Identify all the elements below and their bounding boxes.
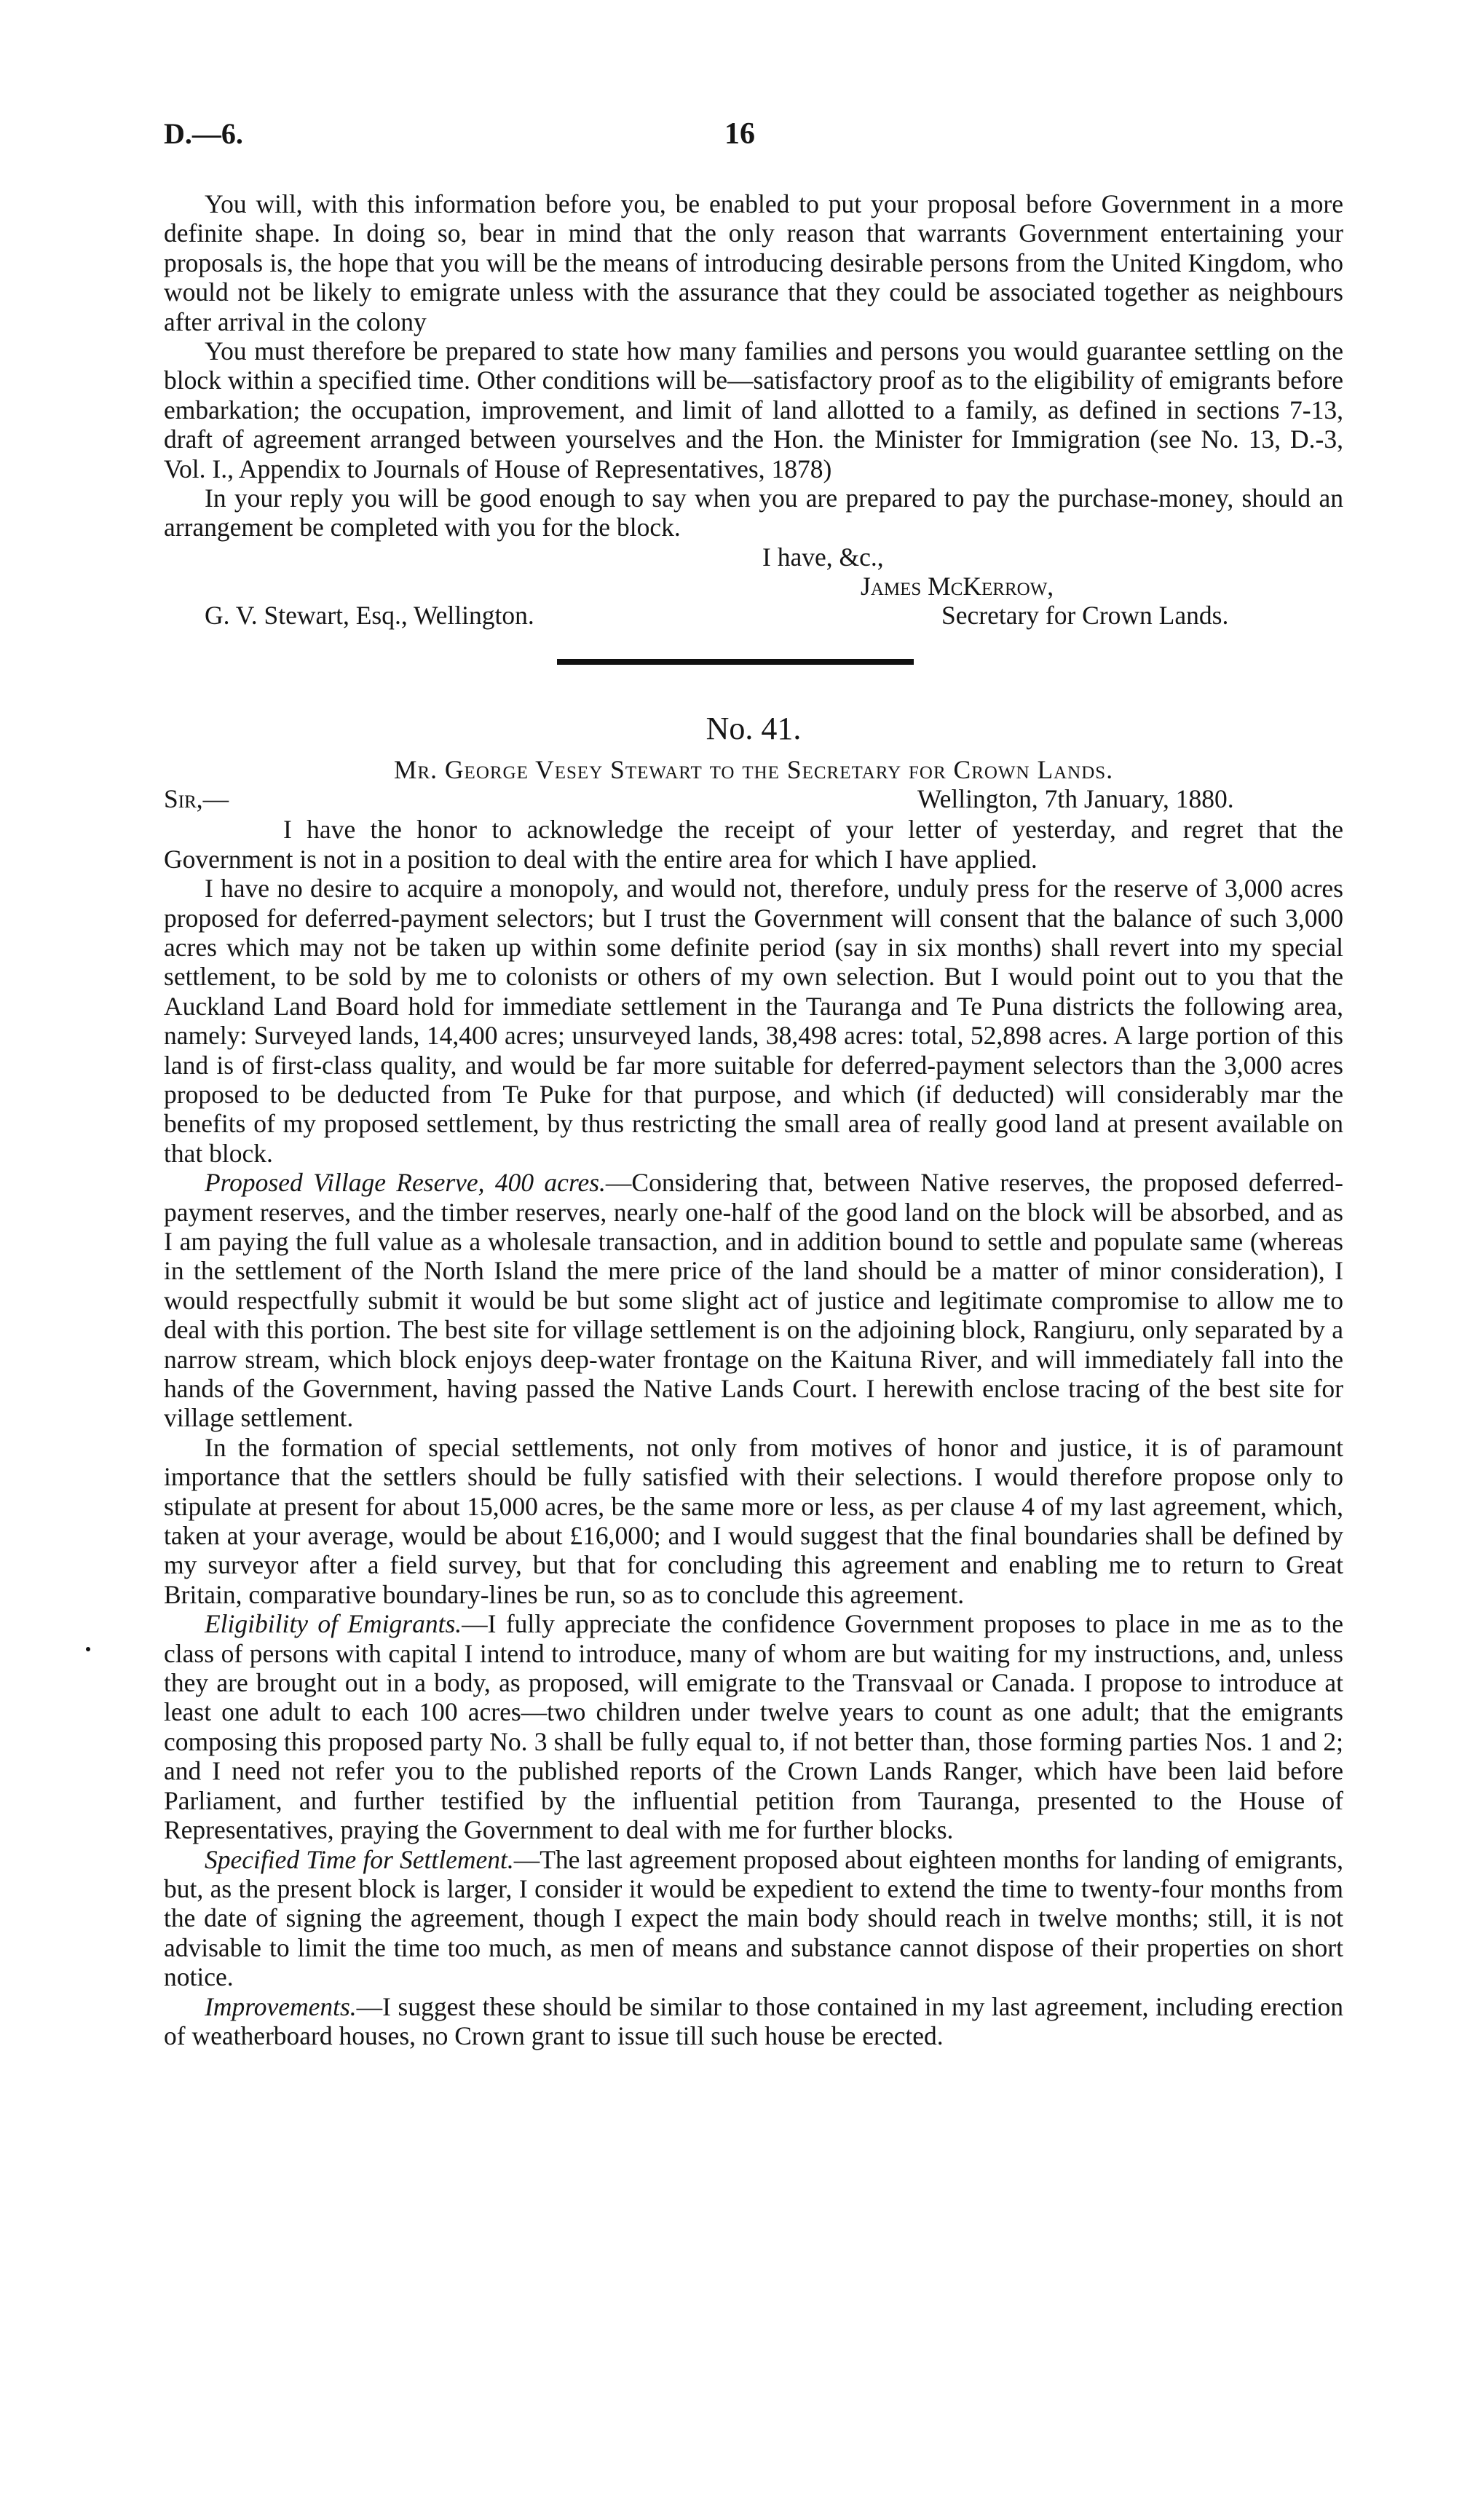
page-body (164, 189, 1343, 2050)
text-eligibility: —I fully appreciate the confidence Government proposes to place in me as to the class of persons with capital I intend to introduce, many of whom are but waiting for my instructions, and, unless they are brought out in a body, as proposed, will emigrate to the Transvaal or Canada. I propose to introduce at least one adult to each 100 acres—two children under twelve years to count as one adult; that the emigrants composing this proposed party No. 3 shall be fully equal to, if not better than, those forming parties Nos. 1 and 2; and I need not refer you to the published reports of the Crown Lands Ranger, which have been laid before Parliament, and further testified by the influential petition from Tauranga, presented to the House of Representatives, praying the Government to deal with me for further blocks. (164, 1609, 1343, 1845)
section-divider (557, 659, 914, 665)
paragraph-previous-2: You must therefore be prepared to state how many families and persons you would guarantee settling on the block within a specified time. Other conditions will be—satisfactory proof as to the eligibility of emigrants before embarkation; the occupation, improvement, and limit of land allotted to a family, as defined in sections 7-13, draft of agreement arranged between yourselves and the Hon. the Minister for Immigration (see No. 13, D.-3, Vol. I., Appendix to Journals of House of Representatives, 1878) (164, 336, 1343, 483)
letter-number: No. 41. (706, 710, 802, 746)
heading-village-reserve: Proposed Village Reserve, 400 acres. (205, 1168, 606, 1198)
paragraph-previous-1: You will, with this information before you, be enabled to put your proposal before Government in a more definite shape. In doing so, bear in mind that the only reason that warrants Government entertaining your proposals is, the hope that you will be the means of introducing desirable persons from the United Kingdom, who would not be likely to emigrate unless with the assurance that they could be associated together as neighbours after arrival in the colony (164, 189, 1343, 336)
paragraph-intro: I have the honor to acknowledge the receipt of your letter of yesterday, and regret that the Government is not in a position to deal with the entire area for which I have applied. (164, 815, 1343, 874)
heading-specified-time: Specified Time for Settlement. (205, 1844, 514, 1874)
signature-block (164, 542, 1343, 631)
letter-date: Wellington, 7th January, 1880. (917, 784, 1234, 814)
signatory-title: Secretary for Crown Lands. (941, 600, 1229, 630)
page-number: 16 (724, 117, 755, 151)
addressee-line: G. V. Stewart, Esq., Wellington. (205, 600, 534, 630)
paragraph-time (164, 1845, 1343, 1992)
margin-mark (86, 1647, 90, 1651)
paragraph-previous-3: In your reply you will be good enough to say when you are prepared to pay the purchase-money, should an arrangement be completed with you for the block. (164, 483, 1343, 542)
paragraph-village (164, 1168, 1343, 1433)
paragraph-formation: In the formation of special settlements, not only from motives of honor and justice, it is of paramount importance that the settlers should be fully satisfied with their selections. I would therefore propose only to stipulate at present for about 15,000 acres, be the same more or less, as per clause 4 of my last agreement, which, taken at your average, would be about £16,000; and I would suggest that the final boundaries shall be defined by my surveyor after a field survey, but that for concluding this agreement and enabling me to return to Great Britain, comparative boundary-lines be run, so as to conclude this agreement. (164, 1432, 1343, 1609)
salutation: Sir,— (164, 784, 229, 814)
paragraph-monopoly: I have no desire to acquire a monopoly, and would not, therefore, unduly press for the reserve of 3,000 acres proposed for deferred-payment selectors; but I trust the Government will consent that the balance of such 3,000 acres which may not be taken up within some definite period (say in six months) shall revert into my special settlement, to be sold by me to colonists or others of my own selection. But I would point out to you that the Auckland Land Board hold for immediate settlement in the Tauranga and Te Puna districts the following area, namely: Surveyed lands, 14,400 acres; unsurveyed lands, 38,498 acres: total, 52,898 acres. A large portion of this land is of first-class quality, and would be far more suitable for deferred-payment selectors than the 3,000 acres proposed to be deducted from Te Puke for that purpose, and which (if deducted) will considerably mar the benefits of my proposed settlement, by thus restricting the small area of really good land at present available on that block. (164, 874, 1343, 1168)
paragraph-eligibility (164, 1609, 1343, 1844)
text-village-reserve: —Considering that, between Native reserves, the proposed deferred-payment reserves, and the timber reserves, nearly one-half of the good land on the block will be absorbed, and as I am paying the full value as a wholesale transaction, and in addition bound to settle and populate same (whereas in the settlement of the North Island the mere price of the land should be a matter of minor consideration), I would respectfully submit it would be but some slight act of justice and legitimate compromise to allow me to deal with this portion. The best site for village settlement is on the adjoining block, Rangiuru, only separated by a narrow stream, which block enjoys deep-water frontage on the Kaituna River, and will immediately fall into the hands of the Government, having passed the Native Lands Court. I herewith enclose tracing of the best site for village settlement. (164, 1168, 1343, 1433)
text-specified-time: —The last agreement proposed about eighteen months for landing of emigrants, but, as the present block is larger, I consider it would be expedient to extend the time to twenty-four months from the date of signing the agreement, though I expect the main body should reach in twelve months; still, it is not advisable to limit the time too much, as men of means and substance cannot dispose of their properties on short notice. (164, 1844, 1343, 1992)
heading-improvements: Improvements. (205, 1991, 357, 2021)
paragraph-improvements (164, 1992, 1343, 2051)
document-reference: D.—6. (164, 117, 243, 150)
page-header (164, 116, 1343, 160)
heading-eligibility: Eligibility of Emigrants. (205, 1609, 462, 1639)
letter-heading: Mr. George Vesey Stewart to the Secretary for Crown Lands. (393, 754, 1114, 784)
salutation-line (164, 784, 1343, 815)
closing-line: I have, &c., (762, 542, 884, 572)
text-improvements: —I suggest these should be similar to those contained in my last agreement, including erection of weatherboard houses, no Crown grant to issue till such house be erected. (164, 1991, 1343, 2050)
signatory-name: James McKerrow, (861, 571, 1054, 601)
